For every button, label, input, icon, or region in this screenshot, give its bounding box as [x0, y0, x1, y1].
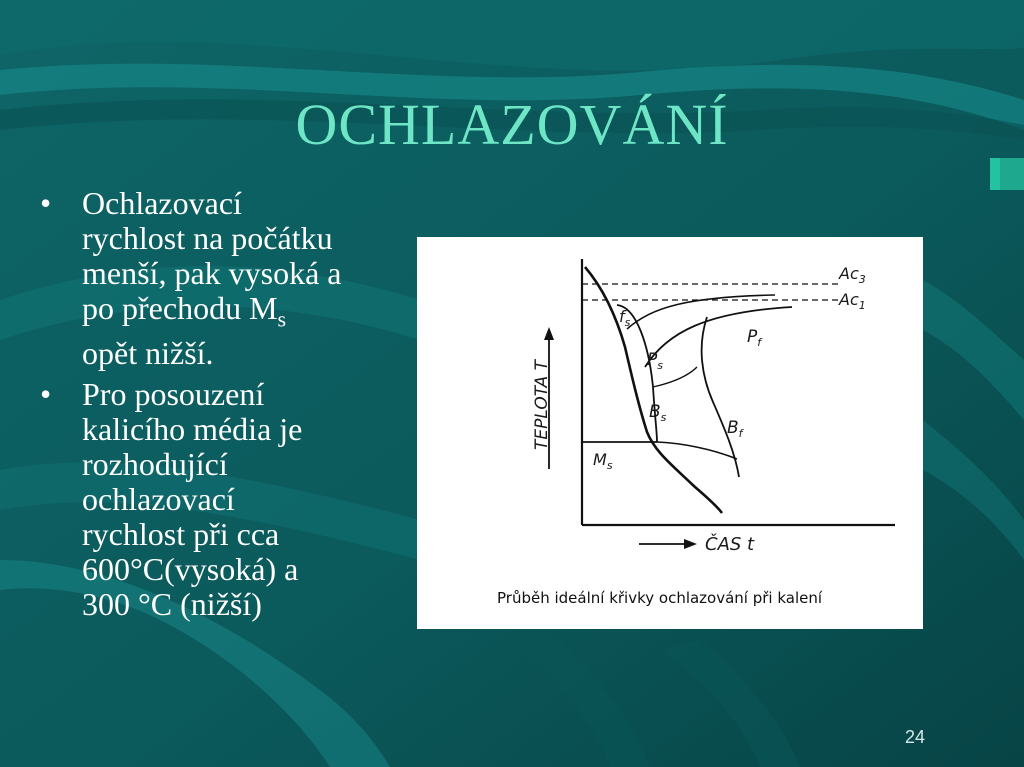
bullet-list	[40, 186, 420, 628]
bullet-text-tail: opět nižší.	[82, 335, 214, 372]
y-axis-arrow-head	[544, 327, 554, 340]
bf-label: $B_f$	[727, 418, 743, 440]
ac1-label: $Ac_1$	[839, 290, 866, 312]
ac3-label: $Ac_3$	[839, 264, 866, 286]
bullet-text: Pro posouzení kalicího média je rozhodující ochlazovací rychlost při cca 600°C(vysoká) a 300 °C (nižší)	[82, 376, 303, 623]
fs-label: $f_s$	[619, 307, 631, 329]
x-axis-arrow-head	[684, 539, 697, 549]
bullet-text	[82, 185, 342, 371]
x-axis-label: ČAS t	[705, 534, 755, 555]
slide-title: OCHLAZOVÁNÍ	[295, 92, 729, 157]
bullet-marker: •	[40, 376, 52, 413]
bullet-subscript: s	[277, 306, 287, 332]
bullet-item	[40, 186, 420, 371]
bullet-marker: •	[40, 185, 52, 221]
pearlite-finish-curve	[645, 307, 792, 367]
bullet-item	[40, 377, 420, 622]
ms-line-extension	[657, 442, 737, 459]
cooling-diagram-svg	[417, 237, 923, 629]
diagram-caption: Průběh ideální křivky ochlazování při kalení	[497, 589, 823, 607]
bullet-text-main: Ochlazovací rychlost na počátku menší, pak vysoká a po přechodu M	[82, 185, 342, 326]
y-axis-label: TEPLOTA T	[532, 360, 552, 450]
ps-label: $P_s$	[647, 350, 663, 372]
page-number: 24	[905, 727, 926, 747]
bs-label: $B_s$	[649, 402, 667, 424]
ms-label: $M_s$	[593, 450, 613, 472]
pf-label: $P_f$	[747, 327, 762, 349]
cooling-diagram	[417, 237, 923, 629]
